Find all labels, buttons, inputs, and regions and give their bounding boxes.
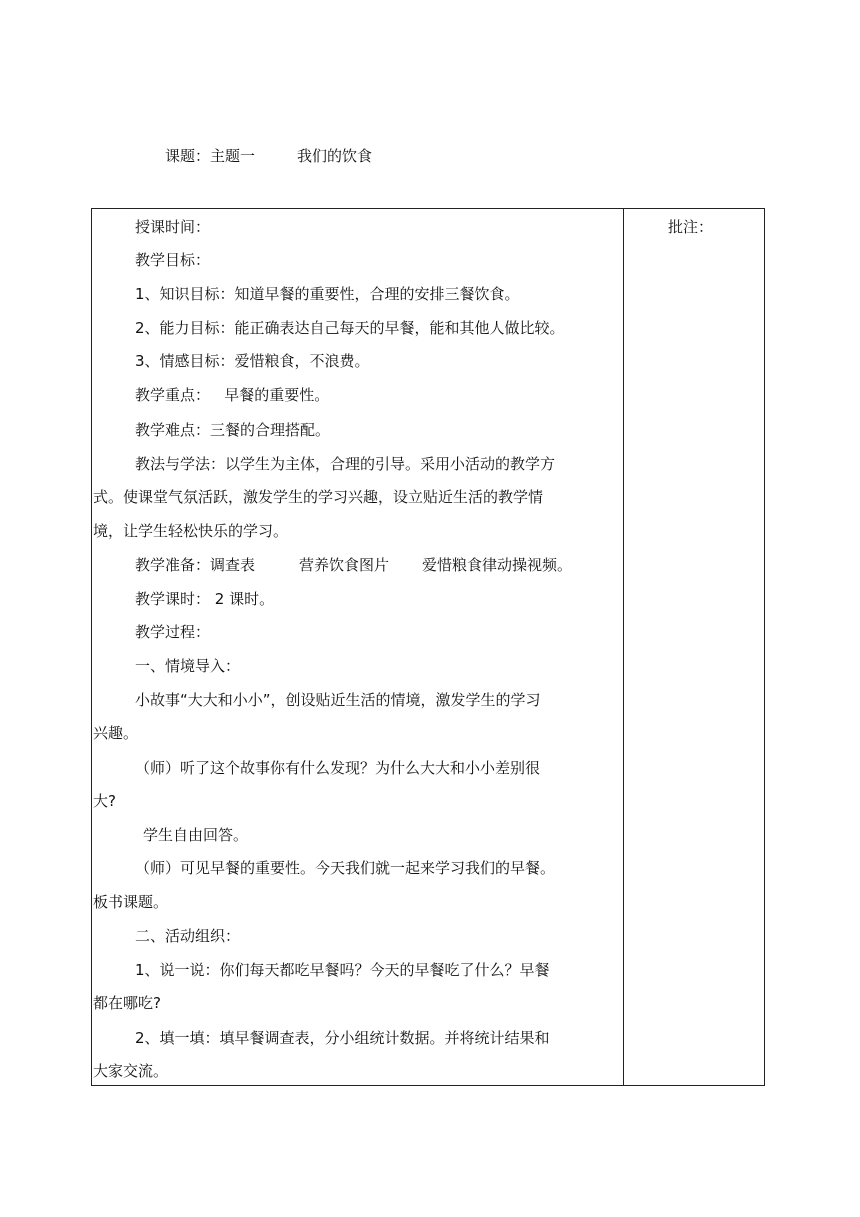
teacher-summary-2: 板书课题。 bbox=[93, 893, 169, 911]
goal-emotion: 3、情感目标：爱惜粮食，不浪费。 bbox=[135, 352, 370, 370]
activity-1-line-1: 1、说一说：你们每天都吃早餐吗？今天的早餐吃了什么？早餐 bbox=[135, 961, 550, 979]
lesson-title bbox=[165, 145, 372, 167]
annotation-header: 批注： bbox=[668, 218, 714, 236]
section-intro-heading: 一、情境导入： bbox=[135, 657, 241, 675]
student-answer: 学生自由回答。 bbox=[143, 826, 249, 844]
section-activity-heading: 二、活动组织： bbox=[135, 927, 241, 945]
preparation-label: 教学准备：调查表 bbox=[135, 556, 256, 574]
teaching-time: 授课时间： bbox=[135, 218, 211, 236]
teaching-focus: 教学重点： 早餐的重要性。 bbox=[135, 386, 330, 404]
goal-ability: 2、能力目标：能正确表达自己每天的早餐，能和其他人做比较。 bbox=[135, 319, 565, 337]
process-heading: 教学过程： bbox=[135, 623, 211, 641]
teacher-question-1: （师）听了这个故事你有什么发现？为什么大大和小小差别很 bbox=[135, 759, 541, 777]
class-hours: 教学课时： 2 课时。 bbox=[135, 590, 275, 608]
activity-2-line-1: 2、填一填：填早餐调查表，分小组统计数据。并将统计结果和 bbox=[135, 1029, 550, 1047]
activity-1-line-2: 都在哪吃? bbox=[93, 994, 161, 1012]
intro-line-2: 兴趣。 bbox=[93, 724, 139, 742]
teacher-summary-1: （师）可见早餐的重要性。今天我们就一起来学习我们的早餐。 bbox=[135, 859, 556, 877]
lesson-title-label: 课题：主题一 bbox=[165, 147, 256, 165]
preparation-item-2: 营养饮食图片 bbox=[299, 556, 390, 574]
teaching-goals-heading: 教学目标： bbox=[135, 251, 211, 269]
lesson-plan-table bbox=[91, 208, 765, 1086]
teacher-question-2: 大? bbox=[93, 792, 116, 810]
teaching-difficulty: 教学难点：三餐的合理搭配。 bbox=[135, 421, 331, 439]
lesson-title-topic: 我们的饮食 bbox=[297, 147, 373, 165]
methods-line-1: 教法与学法：以学生为主体，合理的引导。采用小活动的教学方 bbox=[135, 455, 556, 473]
preparation-item-3: 爱惜粮食律动操视频。 bbox=[422, 556, 573, 574]
column-divider bbox=[623, 209, 624, 1085]
methods-line-3: 境，让学生轻松快乐的学习。 bbox=[93, 522, 289, 540]
methods-line-2: 式。使课堂气氛活跃，激发学生的学习兴趣，设立贴近生活的教学情 bbox=[93, 488, 544, 506]
intro-line-1: 小故事“大大和小小”，创设贴近生活的情境，激发学生的学习 bbox=[135, 691, 541, 709]
activity-2-line-2: 大家交流。 bbox=[93, 1062, 169, 1080]
goal-knowledge: 1、知识目标：知道早餐的重要性，合理的安排三餐饮食。 bbox=[135, 285, 520, 303]
